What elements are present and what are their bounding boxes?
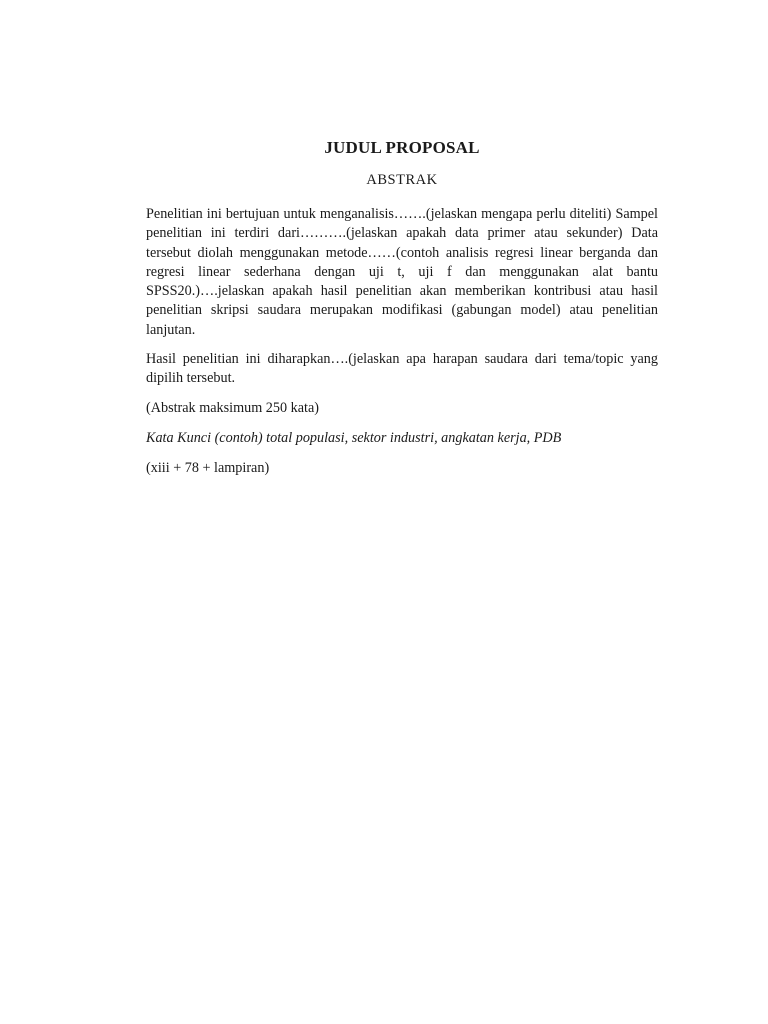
keywords-line: Kata Kunci (contoh) total populasi, sektor industri, angkatan kerja, PDB [146, 429, 562, 446]
abstract-paragraph-2: Hasil penelitian ini diharapkan….(jelaskan apa harapan saudara dari tema/topic yang dipilih tersebut. [146, 351, 658, 387]
abstract-paragraph-1: Penelitian ini bertujuan untuk menganalisis…….(jelaskan mengapa perlu diteliti) Sampel penelitian ini terdiri dari……….(jelaskan apakah data primer atau sekunder) Data tersebut diolah menggunakan metode……(contoh analisis regresi linear berganda dan regresi linear sederhana dengan uji t, uji f dan menggunakan alat bantu SPSS20.)….jelaskan apakah hasil penelitian akan memberikan kontribusi atau hasil penelitian skripsi saudara merupakan modifikasi (gabungan model) atau penelitian lanjutan. [146, 206, 658, 338]
document-title: JUDUL PROPOSAL [324, 138, 480, 157]
abstract-length-note: (Abstrak maksimum 250 kata) [146, 399, 319, 416]
abstract-heading: ABSTRAK [366, 172, 438, 188]
page-count-line: (xiii + 78 + lampiran) [146, 460, 270, 477]
document-page [146, 138, 658, 490]
